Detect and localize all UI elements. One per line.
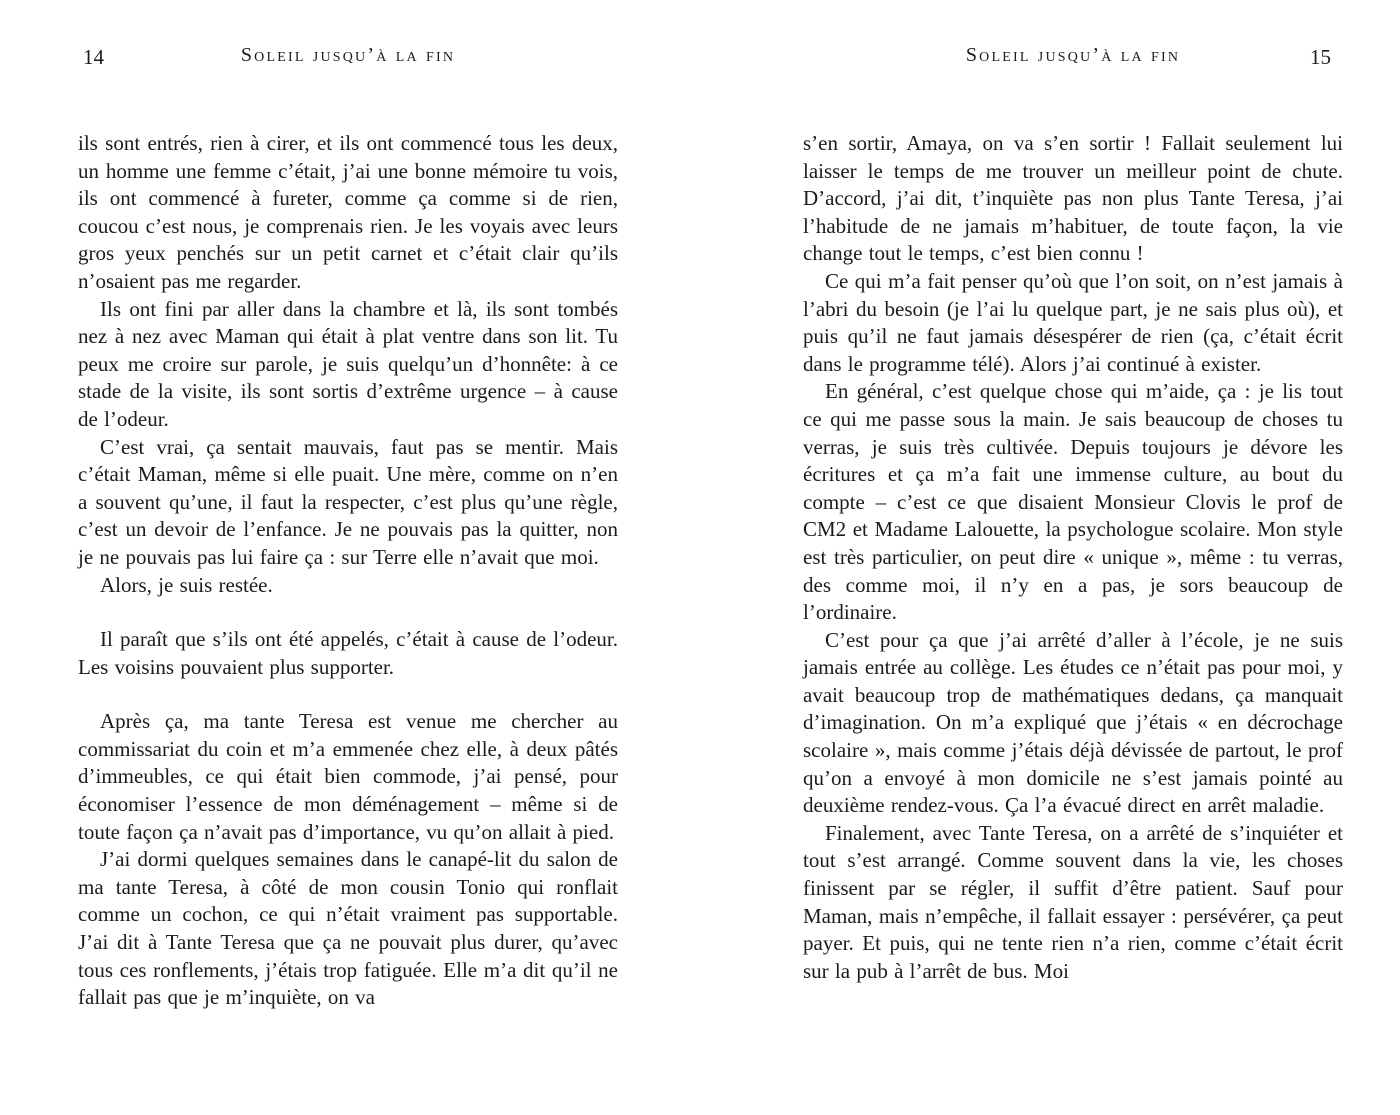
paragraph: Après ça, ma tante Teresa est venue me chercher au commissariat du coin et m’a emmenée chez elle, à deux pâtés d’immeubles, ce qui était bien commode, j’ai pensé, pour économiser l’essence de mon déménagement – même si de toute façon ça n’avait pas d’importance, vu qu’on allait à pied. — [78, 709, 618, 844]
page-left — [78, 0, 618, 1115]
page-header-left — [78, 44, 618, 72]
paragraph: Ce qui m’a fait penser qu’où que l’on soit, on n’est jamais à l’abri du besoin (je l’ai lu quelque part, je ne sais plus où), et puis qu’il ne faut jamais désespérer de rien (ça, c’était écrit dans le programme télé). Alors j’ai continué à exister. — [803, 268, 1343, 376]
running-title-right: Soleil jusqu’à la fin — [965, 44, 1181, 66]
paragraph: En général, c’est quelque chose qui m’aide, ça : je lis tout ce qui me passe sous la main. Je sais beaucoup de choses tu verras, je suis très cultivée. Depuis toujours je dévore les écritures et ça m’a fait une immense culture, au bout du compte – c’est ce que disaient Monsieur Clovis le prof de CM2 et Madame Lalouette, la psychologue scolaire. Mon style est très particulier, on peut dire « unique », même : tu verras, des comme moi, il n’y en a pas, je sors beaucoup de l’ordinaire. — [803, 379, 1343, 625]
page-body-left — [78, 130, 618, 1012]
paragraph: s’en sortir, Amaya, on va s’en sortir ! Fallait seulement lui laisser le temps de me trouver un meilleur point de chute. D’accord, j’ai dit, t’inquiète pas non plus Tante Teresa, j’ai l’habitude de ne jamais m’habituer, de toute façon, la vie change tout le temps, c’est bien connu ! — [803, 131, 1343, 266]
page-number-left: 14 — [83, 45, 104, 69]
paragraph: C’est vrai, ça sentait mauvais, faut pas se mentir. Mais c’était Maman, même si elle puait. Une mère, comme on n’en a souvent qu’une, il faut la respecter, c’est plus qu’une règle, c’est un devoir de l’enfance. Je ne pouvais pas la quitter, non je ne pouvais pas lui faire ça : sur Terre elle n’avait que moi. — [78, 434, 618, 569]
page-right — [803, 0, 1343, 1115]
paragraph: Ils ont fini par aller dans la chambre et là, ils sont tombés nez à nez avec Maman qui était à plat ventre dans son lit. Tu peux me croire sur parole, je suis quelqu’un d’honnête: à ce stade de la visite, ils sont sortis d’extrême urgence – à cause de l’odeur. — [78, 296, 618, 431]
page-header-right — [803, 44, 1343, 72]
page-body-right — [803, 130, 1343, 985]
paragraph: Finalement, avec Tante Teresa, on a arrêté de s’inquiéter et tout s’est arrangé. Comme souvent dans la vie, les choses finissent par se régler, il suffit d’être patient. Sauf pour Maman, mais n’empêche, il fallait essayer : persévérer, ça peut payer. Et puis, qui ne tente rien n’a rien, comme c’était écrit sur la pub à l’arrêt de bus. Moi — [803, 820, 1343, 983]
paragraph: Alors, je suis restée. — [100, 572, 273, 597]
paragraph: ils sont entrés, rien à cirer, et ils ont commencé tous les deux, un homme une femme c’était, j’ai une bonne mémoire tu vois, ils ont commencé à fureter, comme ça comme si de rien, coucou c’est nous, je comprenais rien. Je les voyais avec leurs gros yeux penchés sur un petit carnet et c’était clair qu’ils n’osaient pas me regarder. — [78, 131, 618, 293]
page-number-right: 15 — [1310, 45, 1331, 69]
running-title-left: Soleil jusqu’à la fin — [240, 44, 456, 66]
paragraph: J’ai dormi quelques semaines dans le canapé-lit du salon de ma tante Teresa, à côté de mon cousin Tonio qui ronflait comme un cochon, ce qui n’était vraiment pas supportable. J’ai dit à Tante Teresa que ça ne pouvait plus durer, qu’avec tous ces ronflements, j’étais trop fatiguée. Elle m’a dit qu’il ne fallait pas que je m’inquiète, on va — [78, 847, 618, 1010]
paragraph: C’est pour ça que j’ai arrêté d’aller à l’école, je ne suis jamais entrée au collège. Les études ce n’était pas pour moi, y avait beaucoup trop de mathématiques dedans, ça manquait d’imagination. On m’a expliqué que j’étais « en décrochage scolaire », mais comme j’étais déjà dévissée de partout, le prof qu’on a envoyé à mon domicile ne s’est jamais pointé au deuxième rendez-vous. Ça l’a évacué direct en arrêt maladie. — [803, 627, 1343, 818]
paragraph: Il paraît que s’ils ont été appelés, c’était à cause de l’odeur. Les voisins pouvaient plus supporter. — [78, 627, 618, 679]
